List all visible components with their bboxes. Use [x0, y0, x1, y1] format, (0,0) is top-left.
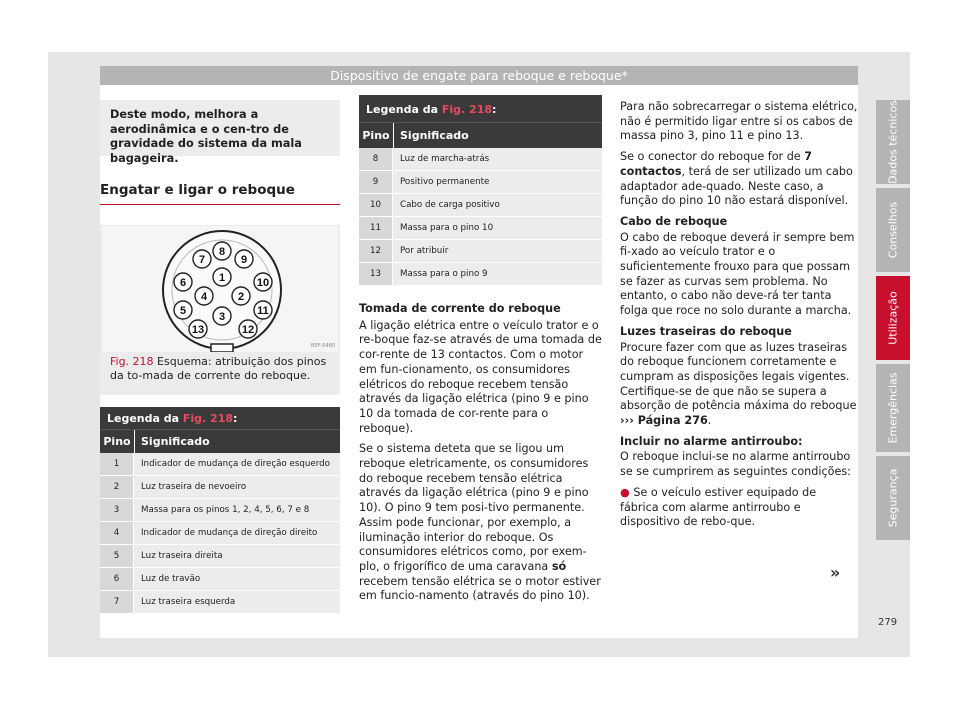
legend-header: [359, 122, 602, 148]
pin-number: 13: [359, 263, 393, 285]
figure-caption-text: Esquema: atribuição dos pinos da to-mada de corrente do reboque.: [110, 355, 327, 382]
middle-body-text: [359, 302, 602, 604]
page-reference-link[interactable]: ››› Página 276: [620, 414, 708, 428]
pin-meaning: Luz de travão: [134, 568, 340, 590]
pin-meaning: Massa para os pinos 1, 2, 4, 5, 6, 7 e 8: [134, 499, 340, 521]
pin-11-label: 11: [257, 305, 269, 317]
tab-label: Emergências: [886, 372, 900, 444]
legend-head-meaning: Significado: [134, 430, 340, 453]
legend-head-meaning: Significado: [393, 123, 602, 148]
column-left: [100, 100, 340, 614]
pin-number: 7: [100, 591, 134, 613]
paragraph-ground: Para não sobrecarregar o sistema elétrico, não é permitido ligar entre si os cabos de massa pino 3, pino 11 e pino 13.: [620, 100, 858, 143]
pin-number: 10: [359, 194, 393, 216]
table-row: [359, 171, 602, 194]
chapter-tabs: [876, 100, 910, 544]
pin-meaning: Luz traseira de nevoeiro: [134, 476, 340, 498]
bullet-icon: ●: [620, 485, 630, 499]
text-span: Procure fazer com que as luzes traseiras do reboque funcionem corretamente e cumpram as disposições legais vigentes. Certifique-se de que não se supera a absorção de potência máxima do reboque: [620, 340, 857, 413]
paragraph-7-contacts: [620, 150, 858, 209]
heading-lights: Luzes traseiras do reboque: [620, 324, 792, 338]
section-title: Engatar e ligar o reboque: [100, 182, 340, 205]
legend-title-suffix: :: [233, 412, 238, 425]
legend-head-pin: Pino: [103, 435, 131, 448]
table-row: [100, 499, 340, 522]
figure-label: Fig. 218: [110, 355, 154, 368]
pin-number: 4: [100, 522, 134, 544]
tab-label: Conselhos: [886, 201, 900, 259]
table-row: [100, 476, 340, 499]
paragraph-cable: O cabo de reboque deverá ir sempre bem fi-xado ao veículo trator e o suficientemente frouxo para que possam se fazer as curvas sem problema. No entanto, o cabo não deve-rá ter tanta folga que roce no solo durante a marcha.: [620, 230, 855, 318]
text-span: , terá de ser utilizado um cabo adaptador ade-quado. Neste caso, a função do pino 10 não estará disponível.: [620, 164, 853, 208]
tab-label: Segurança: [886, 468, 900, 528]
pin-meaning: Positivo permanente: [393, 171, 602, 193]
pin-number: 3: [100, 499, 134, 521]
heading-alarm: Incluir no alarme antirroubo:: [620, 434, 803, 448]
pin-meaning: Por atribuir: [393, 240, 602, 262]
pin-3-label: 3: [218, 311, 226, 323]
legend-table-1: [100, 407, 340, 614]
heading-cable: Cabo de reboque: [620, 214, 728, 228]
pin-6-label: 6: [179, 277, 187, 289]
legend-title-prefix: Legenda da: [107, 412, 183, 425]
legend-header: [100, 429, 340, 453]
note-box: Deste modo, melhora a aerodinâmica e o cen-tro de gravidade do sistema da mala bagageira.: [100, 100, 340, 156]
pin-4-label: 4: [200, 291, 208, 303]
text-span: recebem tensão elétrica se o motor estiver em funcio-namento (através do pino 10).: [359, 574, 601, 603]
tab-label: Utilização: [886, 291, 900, 345]
pin-number: 12: [359, 240, 393, 262]
pin-number: 2: [100, 476, 134, 498]
tab-conselhos[interactable]: [876, 188, 910, 272]
pin-meaning: Luz traseira esquerda: [134, 591, 340, 613]
pin-9-label: 9: [240, 254, 248, 266]
pin-5-label: 5: [179, 305, 187, 317]
pin-number: 9: [359, 171, 393, 193]
page-number: 279: [878, 617, 898, 628]
pin-meaning: Luz de marcha-atrás: [393, 148, 602, 170]
text-span: Se o conector do reboque for de: [620, 150, 805, 164]
table-row: [100, 545, 340, 568]
paragraph-lights: [620, 341, 858, 429]
figure-caption: [110, 355, 335, 383]
pin-meaning: Massa para o pino 9: [393, 263, 602, 285]
tab-emergencias[interactable]: [876, 364, 910, 452]
pin-number: 8: [359, 148, 393, 170]
pin-meaning: Indicador de mudança de direção direito: [134, 522, 340, 544]
table-row: [359, 194, 602, 217]
bold-only: só: [551, 559, 567, 573]
continue-arrow-icon: »: [830, 563, 841, 582]
legend-title: [359, 95, 602, 122]
legend-title-prefix: Legenda da: [366, 103, 442, 116]
page-header: Dispositivo de engate para reboque e reboque*: [100, 66, 858, 85]
legend-rows: [359, 148, 602, 286]
legend-head-pin: Pino: [362, 129, 390, 142]
connector-key: [211, 344, 233, 352]
table-row: [100, 568, 340, 591]
legend-table-2: [359, 95, 602, 286]
pin-12-label: 12: [241, 324, 255, 336]
legend-title-suffix: :: [492, 103, 497, 116]
text-span: Se o sistema deteta que se ligou um reboque eletricamente, os consumidores do reboque recebem tensão elétrica através da ligação elétrica (pino 9 e pino 10). O pino 9 tem posi-tivo permanente. Assim pode funcionar, por exemplo, a iluminação interior do reboque. Os consumidores elétricos como, por exem-plo, o frigorífico de uma caravana: [359, 442, 589, 573]
heading-socket: Tomada de corrente do reboque: [359, 302, 561, 315]
pin-1-label: 1: [218, 272, 226, 284]
tab-seguranca[interactable]: [876, 456, 910, 540]
connector-diagram: [102, 226, 338, 352]
pin-number: 5: [100, 545, 134, 567]
bold-7-contacts: 7 contactos: [620, 150, 813, 178]
bullet-text: Se o veículo estiver equipado de fábrica com alarme antirroubo e dispositivo de rebo-que.: [620, 485, 817, 529]
table-row: [100, 453, 340, 476]
pin-meaning: Massa para o pino 10: [393, 217, 602, 239]
tab-dados-tecnicos[interactable]: [876, 100, 910, 184]
pin-meaning: Luz traseira direita: [134, 545, 340, 567]
tab-label: Dados técnicos: [886, 100, 900, 184]
table-row: [359, 148, 602, 171]
pin-7-label: 7: [198, 254, 206, 266]
table-row: [100, 591, 340, 614]
text-span: .: [707, 414, 712, 428]
table-row: [359, 217, 602, 240]
pin-8-label: 8: [218, 246, 226, 258]
right-body-text: [620, 100, 858, 530]
paragraph-socket: A ligação elétrica entre o veículo trator e o re-boque faz-se através de uma tomada de cor-rente de 13 contactos. Com o motor em fun-cionamento, os consumidores elétricos do reboque recebem tensão através da ligação elétrica (pino 9 e pino 10 da tomada de cor-rente para o reboque).: [359, 318, 602, 435]
legend-title: [100, 407, 340, 429]
paragraph-detection: [359, 442, 602, 604]
column-middle: [359, 95, 602, 610]
pin-number: 11: [359, 217, 393, 239]
figure-218: [100, 225, 340, 395]
pin-2-label: 2: [237, 291, 245, 303]
tab-utilizacao[interactable]: [876, 276, 910, 360]
pin-meaning: Indicador de mudança de direção esquerdo: [134, 453, 340, 475]
pin-13-label: 13: [191, 324, 205, 336]
table-row: [100, 522, 340, 545]
pin-10-label: 10: [256, 277, 270, 289]
legend-rows: [100, 453, 340, 614]
pin-number: 6: [100, 568, 134, 590]
paragraph-alarm: O reboque inclui-se no alarme antirroubo se se cumprirem as seguintes condições:: [620, 450, 851, 479]
pin-number: 1: [100, 453, 134, 475]
legend-fig-link[interactable]: Fig. 218: [441, 103, 493, 116]
figure-code: B5F-0480: [310, 343, 335, 349]
table-row: [359, 240, 602, 263]
bullet-item: [620, 486, 858, 530]
connector-svg: [102, 226, 338, 352]
pin-meaning: Cabo de carga positivo: [393, 194, 602, 216]
table-row: [359, 263, 602, 286]
column-right: [620, 100, 858, 536]
legend-fig-link[interactable]: Fig. 218: [182, 412, 234, 425]
